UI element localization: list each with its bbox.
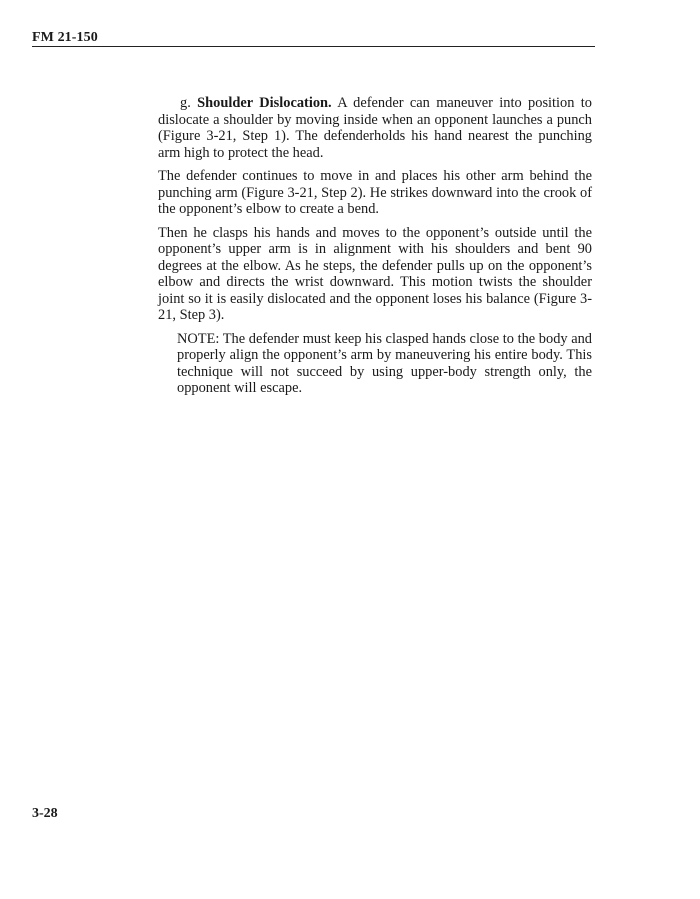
- paragraph-intro-text: A defender can maneuver into position to dislocate a shoulder by moving inside when an opponent launches a punch (Figure 3-21, Step 1). The defenderholds his hand nearest the punching arm high to protect the head.: [158, 95, 592, 161]
- running-head: FM 21-150: [32, 30, 98, 45]
- main-content: [158, 95, 592, 397]
- paragraph-shoulder-dislocation-intro: [158, 95, 592, 161]
- page-number: 3-28: [32, 806, 58, 821]
- paragraph-step-2: The defender continues to move in and places his other arm behind the punching arm (Figure 3-21, Step 2). He strikes downward into the crook of the opponent’s elbow to create a bend.: [158, 168, 592, 217]
- note-paragraph: NOTE: The defender must keep his clasped hands close to the body and properly align the opponent’s arm by maneuvering his entire body. This technique will not succeed by using upper-body strength only, the opponent will escape.: [177, 330, 592, 396]
- header-rule: [32, 46, 595, 47]
- section-label: g.: [180, 95, 191, 111]
- paragraph-step-3: Then he clasps his hands and moves to the opponent’s outside until the opponent’s upper arm is in alignment with his shoulders and bent 90 degrees at the elbow. As he steps, the defender pulls up on the opponent’s elbow and directs the wrist downward. This motion twists the shoulder joint so it is easily dislocated and the opponent loses his balance (Figure 3-21, Step 3).: [158, 224, 592, 323]
- section-title: Shoulder Dislocation.: [197, 95, 332, 111]
